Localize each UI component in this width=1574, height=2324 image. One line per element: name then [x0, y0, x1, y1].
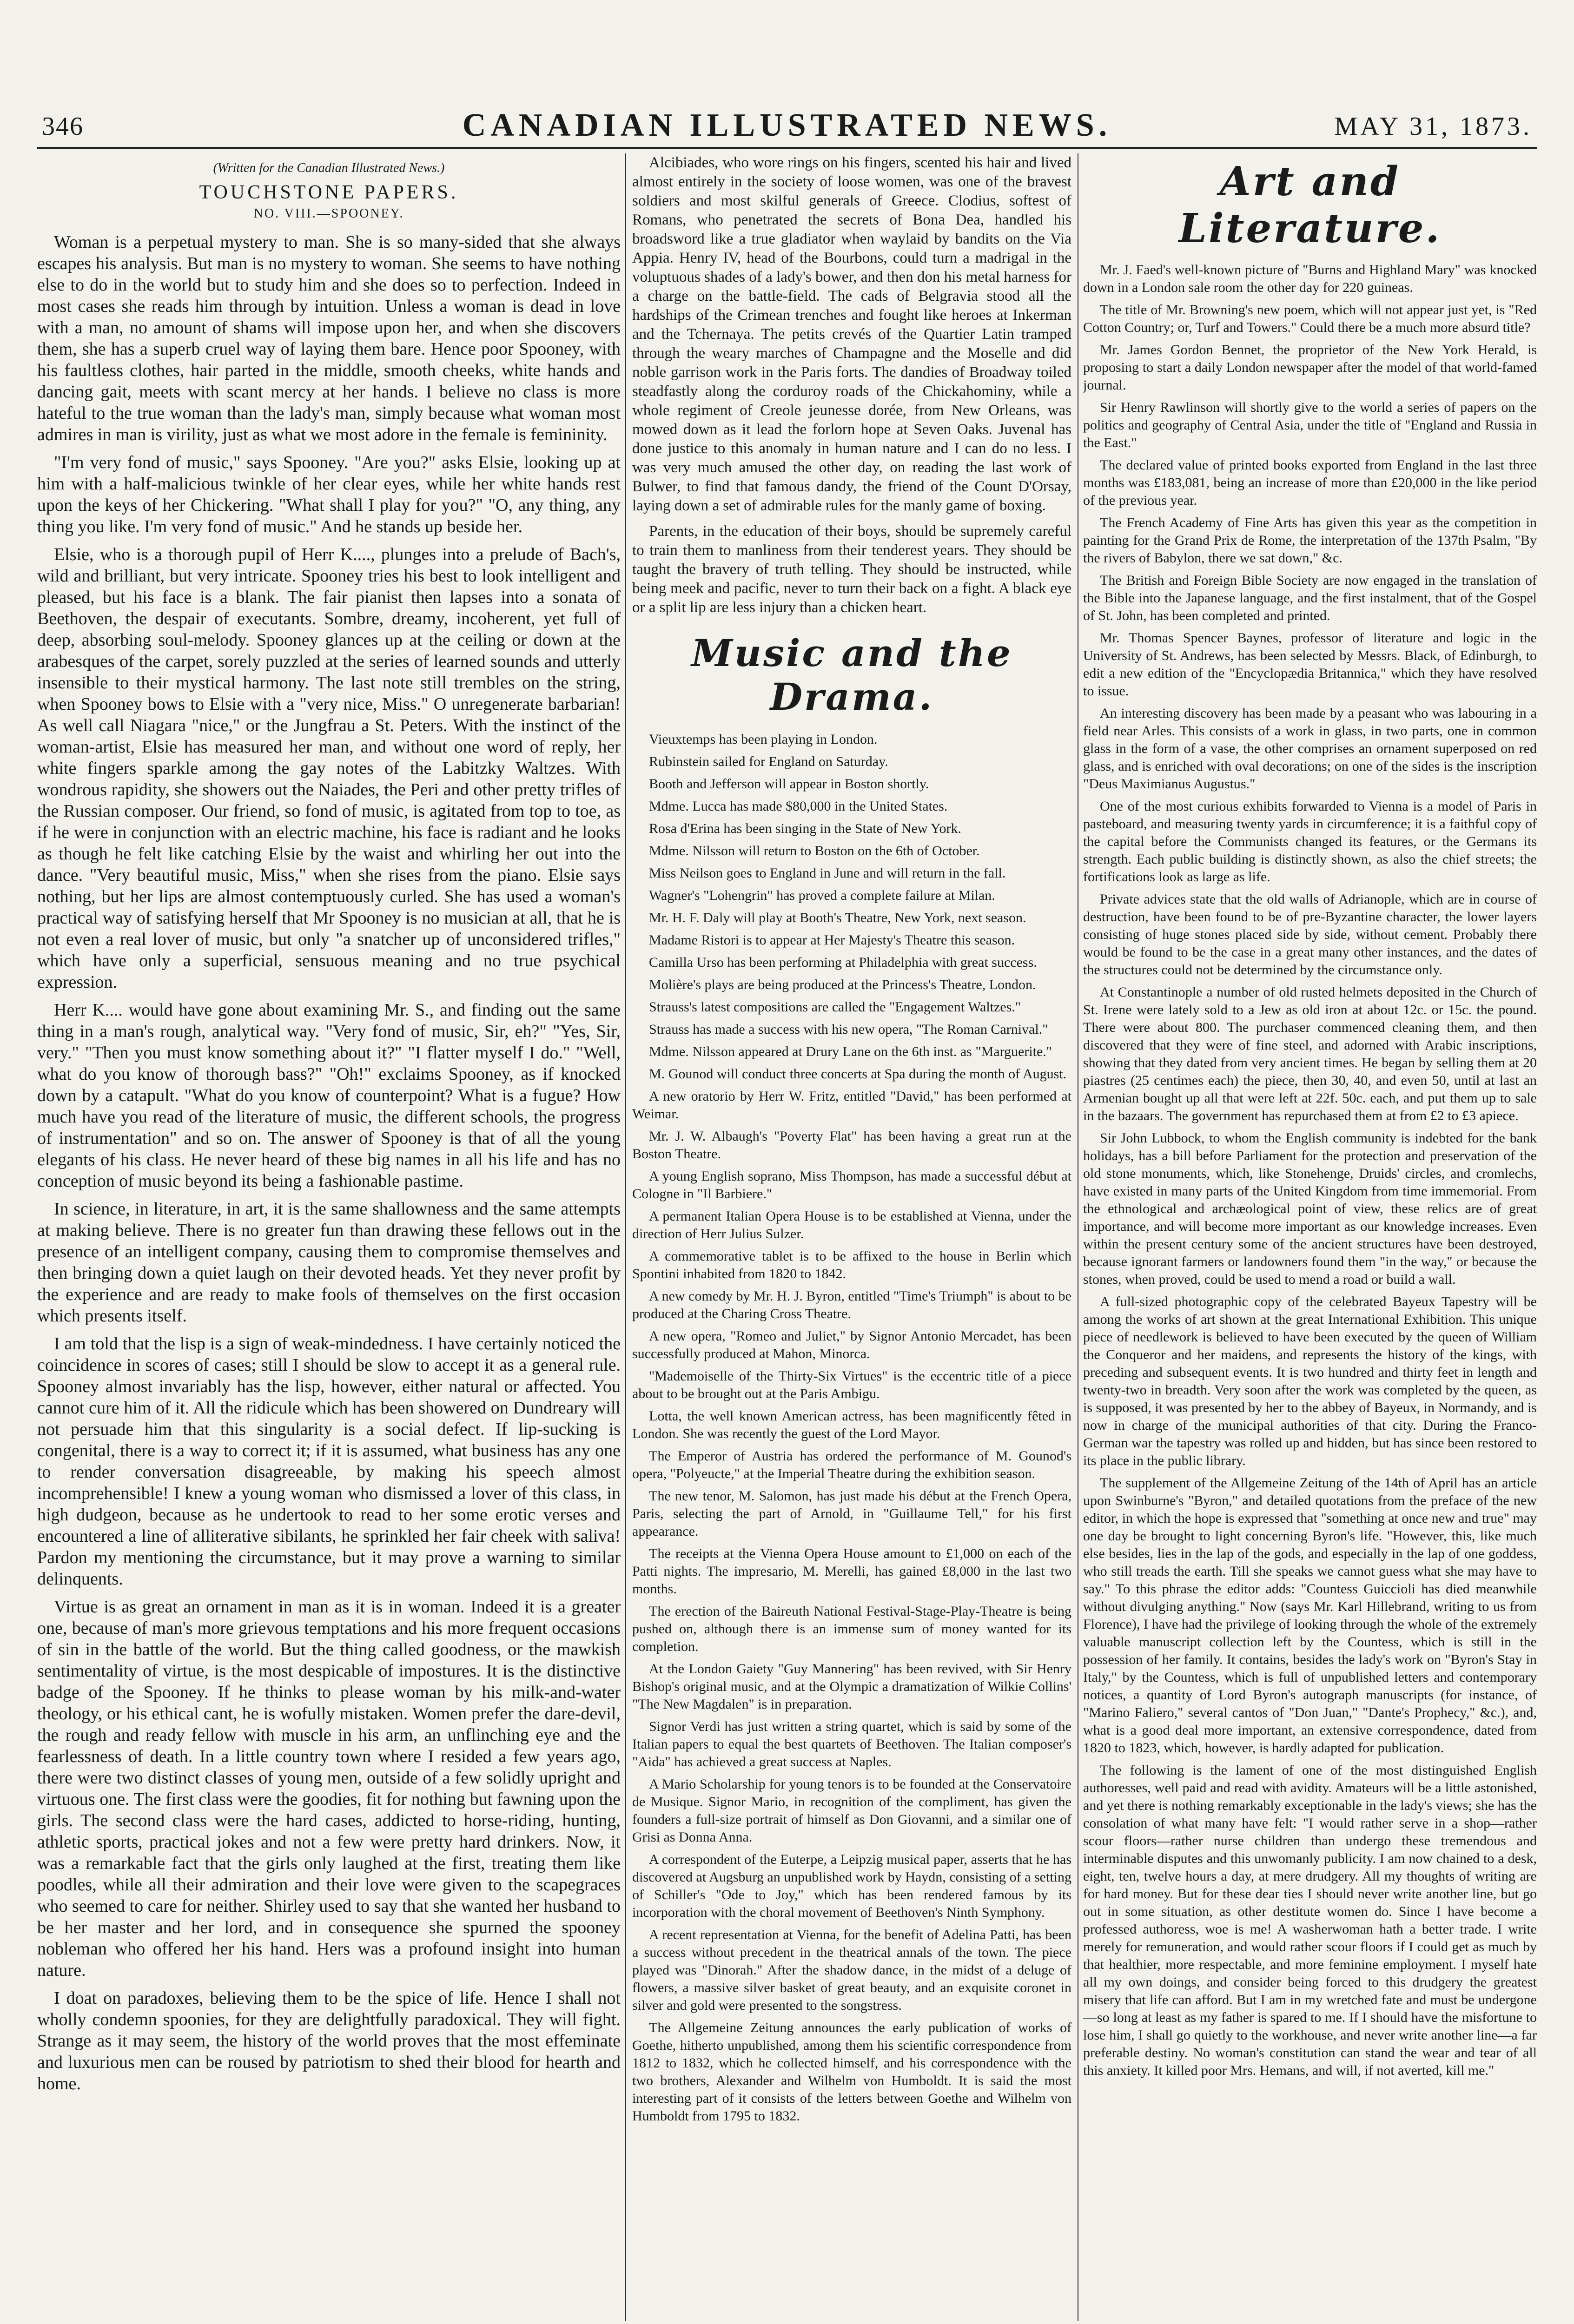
- news-item: Madame Ristori is to appear at Her Majesty's Theatre this season.: [649, 932, 1015, 948]
- news-item: Mdme. Lucca has made $80,000 in the United States.: [649, 799, 948, 814]
- article-credit: (Written for the Canadian Illustrated News.): [213, 161, 445, 175]
- column-2: [632, 153, 1071, 2321]
- news-item: Rubinstein sailed for England on Saturday.: [649, 754, 888, 769]
- news-item: Miss Neilson goes to England in June and will return in the fall.: [649, 865, 1006, 881]
- news-item: One of the most curious exhibits forwarded to Vienna is a model of Paris in pasteboard, and measuring twenty yards in circumference; it is a faithful copy of the capital before the Communists changed its features, or the Germans its strength. Each public building is distinctly shown, as also the chief streets; the fortifications look as large as life.: [1083, 799, 1537, 885]
- paragraph: Parents, in the education of their boys, should be supremely careful to train them to manliness from their tenderest years. They should be taught the bravery of truth telling. They should be instructed, while being meek and pacific, never to turn their back on a fight. A black eye or a split lip are less injury than a chicken heart.: [632, 523, 1071, 616]
- news-item: A new comedy by Mr. H. J. Byron, entitled "Time's Triumph" is about to be produced at the Charing Cross Theatre.: [632, 1288, 1071, 1321]
- news-item: M. Gounod will conduct three concerts at Spa during the month of August.: [649, 1066, 1067, 1082]
- news-item: A new opera, "Romeo and Juliet," by Signor Antonio Mercadet, has been successfully produced at Mahon, Minorca.: [632, 1328, 1071, 1361]
- news-item: Mr. H. F. Daly will play at Booth's Theatre, New York, next season.: [649, 910, 1026, 925]
- paragraph: In science, in literature, in art, it is the same shallowness and the same attempts at making believe. There is no greater fun than drawing these fellows out in the presence of an intelligent company, causing them to compromise themselves and then bringing down a quiet laugh on their devoted heads. Yet they never profit by the experience and are ready to make fools of themselves on the first occasion which presents itself.: [37, 1199, 621, 1326]
- news-item: Vieuxtemps has been playing in London.: [649, 732, 878, 747]
- news-item: The British and Foreign Bible Society are now engaged in the translation of the Bible into the Japanese language, and the first instalment, that of the Gospel of St. John, has been completed and printed.: [1083, 573, 1537, 623]
- news-item: A new oratorio by Herr W. Fritz, entitled "David," has been performed at Weimar.: [632, 1089, 1071, 1122]
- news-item: Lotta, the well known American actress, has been magnificently fêted in London. She was recently the guest of the Lord Mayor.: [632, 1408, 1071, 1441]
- news-item: The supplement of the Allgemeine Zeitung of the 14th of April has an article upon Swinburne's "Byron," and detailed quotations from the preface of the new editor, in which the hope is expressed that "something at once new and true" may one day be brought to light concerning Byron's life. "However, this, like much else besides, lies in the lap of the gods, and especially in the lap of one goddess, who still treads the earth. Till she speaks we cannot guess what she may have to say." To this phrase the editor adds: "Countess Guiccioli has died meanwhile without divulging anything." Now (says Mr. Karl Hillebrand, writing to us from Florence), I have had the privilege of looking through the whole of the extremely valuable manuscript collection left by the Countess, which is still in the possession of her family. It contains, besides the lady's work on "Byron's Stay in Italy," by the Countess, which is full of unpublished letters and contemporary notices, a quantity of Lord Byron's autograph manuscripts (for instance, of "Marino Faliero," several cantos of "Don Juan," "Dante's Prophecy," &c.), and, what is a good deal more important, an extensive correspondence, dated from 1820 to 1823, which, however, is hardly adapted for publication.: [1083, 1475, 1537, 1756]
- news-item: A full-sized photographic copy of the celebrated Bayeux Tapestry will be among the works of art shown at the great International Exhibition. This unique piece of needlework is believed to have been executed by the queen of William the Conqueror and her maidens, and represents the history of the kings, with preceding and subsequent events. It is two hundred and thirty feet in length and twenty-two in breadth. Very soon after the work was completed by the queen, as is supposed, it was presented by her to the abbey of Bayeux, in Normandy, and is now in charge of the municipal authorities of that city. During the Franco-German war the tapestry was rolled up and hidden, but has since been restored to its place in the public library.: [1083, 1294, 1537, 1468]
- page-header: [37, 93, 1537, 144]
- news-item: The receipts at the Vienna Opera House amount to £1,000 on each of the Patti nights. The impresario, M. Merelli, has gained £8,000 in the last two months.: [632, 1546, 1071, 1597]
- music-notes: [632, 731, 1071, 2125]
- news-item: At Constantinople a number of old rusted helmets deposited in the Church of St. Irene were lately sold to a Jew as old iron at about 12c. or 15c. the pound. There were about 800. The purchaser commenced cleaning them, and then discovered that they were of fine steel, and adorned with Arabic inscriptions, showing that they dated from very ancient times. He began by selling them at 20 piastres (25 centimes each) the piece, then 30, 40, and even 50, until at last an Armenian bought up all that were left at 22f. 50c. each, and put them up to sale in the bazaars. The government has repurchased them at from £2 to £3 apiece.: [1083, 984, 1537, 1123]
- news-item: A commemorative tablet is to be affixed to the house in Berlin which Spontini inhabited from 1820 to 1842.: [632, 1248, 1071, 1281]
- news-item: Strauss's latest compositions are called the "Engagement Waltzes.": [649, 999, 1021, 1015]
- section-heading-music: Music and the Drama.: [691, 631, 1012, 719]
- news-item: Sir John Lubbock, to whom the English community is indebted for the bank holidays, has a bill before Parliament for the protection and preservation of the old stone monuments, which, like Stonehenge, Druids' circles, and cromlechs, have existed in many parts of the United Kingdom from time immemorial. From the ethnological and archæological point of view, these relics are of great importance, and will become more important as our knowledge increases. Even within the present century some of the ancient structures have been destroyed, because ignorant farmers or landowners found them "in the way," or because the stones, when proved, could be used to mend a road or build a wall.: [1083, 1130, 1537, 1287]
- paragraph: Elsie, who is a thorough pupil of Herr K...., plunges into a prelude of Bach's, wild and brilliant, but very intricate. Spooney tries his best to look intelligent and pleased, but his face is a blank. The fair pianist then lapses into a sonata of Beethoven, the despair of executants. Sombre, dreamy, incoherent, yet full of deep, absorbing soul-melody. Spooney glances up at the ceiling or down at the arabesques of the carpet, sorely puzzled at the series of learned sounds and utterly insensible to their mystical harmony. The last note still trembles on the string, when Spooney bows to Elsie with a "very nice, Miss." O unregenerate barbarian! As well call Niagara "nice," or the Jungfrau a St. Peters. With the instinct of the woman-artist, Elsie has measured her man, and without one word of reply, her white fingers sparkle among the gay notes of the Labitzky Waltzes. With wondrous rapidity, she showers out the Naiades, the Peri and other pretty trifles of the Russian composer. Our friend, so fond of music, is agitated from top to toe, as if he were in conjunction with an electric machine, his face is radiant and he looks as though he felt like catching Elsie by the waist and whirling her out into the dance. "Very beautiful music, Miss," when she rises from the piano. Elsie says nothing, but her lips are almost contemptuously curled. She has used a woman's practical way of satisfying herself that Mr Spooney is no musician at all, that he is not even a real lover of music, but only "a snatcher up of unconsidered trifles," which have only a superficial, sensuous meaning and no true psychical expression.: [37, 545, 621, 992]
- page-number: 346: [42, 112, 84, 141]
- news-item: Mdme. Nilsson will return to Boston on the 6th of October.: [649, 843, 980, 858]
- article-title: TOUCHSTONE PAPERS.: [199, 182, 459, 203]
- news-item: Mr. James Gordon Bennet, the proprietor of the New York Herald, is proposing to start a daily London newspaper after the model of that world-famed journal.: [1083, 342, 1537, 393]
- news-item: A Mario Scholarship for young tenors is to be founded at the Conservatoire de Musique. Signor Mario, in recognition of the compliment, has given the founders a full-size portrait of himself as Don Giovanni, and a similar one of Grisi as Donna Anna.: [632, 1776, 1071, 1845]
- section-heading-art: Art and Literature.: [1178, 158, 1442, 252]
- news-item: A young English soprano, Miss Thompson, has made a successful début at Cologne in "Il Barbiere.": [632, 1169, 1071, 1202]
- header-rule: [37, 147, 1537, 149]
- news-item: The Emperor of Austria has ordered the performance of M. Gounod's opera, "Polyeucte," at the Imperial Theatre during the exhibition season.: [632, 1448, 1071, 1481]
- paragraph: Woman is a perpetual mystery to man. She is so many-sided that she always escapes his analysis. But man is no mystery to woman. She seems to have nothing else to do in the world but to study him and she does so to perfection. Indeed in most cases she reads him through by intuition. Unless a woman is dead in love with a man, no amount of shams will impose upon her, and when she discovers them, she has a superb cruel way of laying them bare. Hence poor Spooney, with his faultless clothes, hair parted in the middle, smooth cheeks, white hands and dancing gait, meets with scant mercy at her hands. I believe no class is more hateful to the true woman than the lady's man, simply because what woman most admires in man is virility, just as what we most adore in the female is femininity.: [37, 232, 621, 444]
- news-item: Camilla Urso has been performing at Philadelphia with great success.: [649, 955, 1037, 970]
- news-item: Mr. J. W. Albaugh's "Poverty Flat" has been having a great run at the Boston Theatre.: [632, 1129, 1071, 1162]
- news-item: Booth and Jefferson will appear in Boston shortly.: [649, 776, 929, 792]
- paragraph: I am told that the lisp is a sign of weak-mindedness. I have certainly noticed the coincidence in scores of cases; still I should be slow to accept it as a general rule. Spooney almost invariably has the lisp, however, either natural or affected. You cannot cure him of it. All the ridicule which has been showered on Dundreary will not persuade him that this singularity is a social defect. If lip-sucking is congenital, there is a way to correct it; if it is assumed, what business has any one to render conversation disagreeable, by making his speech almost incomprehensible! I knew a young woman who dismissed a lover of this class, in high dudgeon, because as he undertook to read to her some erotic verses and encountered a line of alliterative sibilants, he sprinkled her fair cheek with saliva! Pardon my mentioning the circumstance, but it may prove a warning to similar delinquents.: [37, 1334, 621, 1589]
- issue-date: MAY 31, 1873.: [1334, 112, 1532, 141]
- news-item: An interesting discovery has been made by a peasant who was labouring in a field near Arles. This consists of a work in glass, in two parts, one in common glass in the form of a vase, the other comprises an ornament superposed on red glass, and is enriched with oval decorations; on one of the sides is the inscription "Deus Maximianus Augustus.": [1083, 706, 1537, 792]
- art-notes: [1083, 261, 1537, 2080]
- news-item: The Allgemeine Zeitung announces the early publication of works of Goethe, hitherto unpublished, among them his scientific correspondence from 1812 to 1832, which he collected himself, and his correspondence with the two brothers, Alexander and Wilhelm von Humboldt. It is said the most interesting part of it consists of the letters between Goethe and Wilhelm von Humboldt from 1795 to 1832.: [632, 2020, 1071, 2124]
- news-item: Molière's plays are being produced at the Princess's Theatre, London.: [649, 977, 1036, 992]
- news-item: Mr. Thomas Spencer Baynes, professor of literature and logic in the University of St. Andrews, has been selected by Messrs. Black, of Edinburgh, to edit a new edition of the "Encyclopædia Britannica," which they have resolved to issue.: [1083, 630, 1537, 699]
- column-3: [1083, 153, 1537, 2321]
- news-item: Rosa d'Erina has been singing in the State of New York.: [649, 821, 961, 836]
- news-item: The title of Mr. Browning's new poem, which will not appear just yet, is "Red Cotton Country; or, Turf and Towers." Could there be a much more absurd title?: [1083, 302, 1537, 335]
- masthead: CANADIAN ILLUSTRATED NEWS.: [462, 107, 1112, 143]
- news-item: The French Academy of Fine Arts has given this year as the competition in painting for the Grand Prix de Rome, the interpretation of the 137th Psalm, "By the rivers of Babylon, there we sat down," &c.: [1083, 515, 1537, 566]
- news-item: Strauss has made a success with his new opera, "The Roman Carnival.": [649, 1022, 1048, 1037]
- news-item: The following is the lament of one of the most distinguished English authoresses, well paid and read with avidity. Amateurs will be a little astonished, and yet there is nothing remarkably exceptionable in the lady's views; she has the consolation of what many have felt: "I would rather serve in a shop—rather scour floors—rather nurse children than undergo these tremendous and interminable disputes and this unwomanly publicity. I am now chained to a desk, eight, ten, twelve hours a day, at mere drudgery. All my thoughts of writing are for hard money. But for these dear ties I should never write another line, but go out in some situation, as other destitute women do. Since I have become a professed authoress, woe is me! A washerwoman hath a better trade. I write merely for remuneration, and would rather scour floors if I could get as much by that healthier, more respectable, and more feminine employment. I myself hate all my own doings, and consider being forced to this drudgery the greatest misery that life can afford. But I am in my wretched fate and must be undergone—so long at least as my father is spared to me. If I should have the misfortune to lose him, I shall go quietly to the workhouse, and never write another line—a far preferable destiny. No woman's constitution can stand the wear and tear of all this anxiety. It killed poor Mrs. Hemans, and will, if not averted, kill me.": [1083, 1763, 1537, 2078]
- news-item: The erection of the Baireuth National Festival-Stage-Play-Theatre is being pushed on, although there is an immense sum of money wanted for its completion.: [632, 1604, 1071, 1654]
- news-item: At the London Gaiety "Guy Mannering" has been revived, with Sir Henry Bishop's original music, and at the Olympic a dramatization of Wilkie Collins' "The New Magdalen" is in preparation.: [632, 1661, 1071, 1712]
- paragraph: "I'm very fond of music," says Spooney. "Are you?" asks Elsie, looking up at him with a half-malicious twinkle of her clear eyes, while her white hands rest upon the keys of her Chickering. "What shall I play for you?" "O, any thing, any thing you like. I'm very fond of music." And he stands up beside her.: [37, 453, 621, 536]
- column-divider: [625, 153, 626, 2321]
- news-item: "Mademoiselle of the Thirty-Six Virtues" is the eccentric title of a piece about to be brought out at the Paris Ambigu.: [632, 1368, 1071, 1401]
- news-item: The new tenor, M. Salomon, has just made his début at the French Opera, Paris, selecting the part of Arnold, in "Guillaume Tell," for his first appearance.: [632, 1488, 1071, 1539]
- news-item: Mdme. Nilsson appeared at Drury Lane on the 6th inst. as "Marguerite.": [649, 1044, 1052, 1059]
- news-item: Signor Verdi has just written a string quartet, which is said by some of the Italian papers to equal the best quartets of Beethoven. The Italian composer's "Aida" has achieved a great success at Naples.: [632, 1719, 1071, 1769]
- paragraph: Alcibiades, who wore rings on his fingers, scented his hair and lived almost entirely in the society of loose women, was one of the bravest soldiers and most skilful generals of Greece. Clodius, softest of Romans, who penetrated the secrets of Bona Dea, handled his broadsword like a true gladiator when waylaid by bandits on the Via Appia. Henry IV, head of the Bourbons, could turn a madrigal in the voluptuous shades of a lady's bower, and then don his metal harness for a charge on the battle-field. The cads of Belgravia stood all the hardships of the Crimean trenches and fought like heroes at Inkerman and the Tchernaya. The petits crevés of the Quartier Latin tramped through the weary marches of Champagne and the Moselle and did noble garrison work in the Paris forts. The dandies of Broadway toiled steadfastly along the corduroy roads of the Chickahominy, while a whole regiment of Creole jeunesse dorée, from New Orleans, was mowed down as it lead the forlorn hope at Seven Oaks. Juvenal has done justice to this anomaly in human nature and I can do no less. I was very much amused the other day, on reading the last work of Bulwer, to find that famous dandy, the friend of the Count D'Orsay, laying down a set of admirable rules for the manly game of boxing.: [632, 154, 1071, 514]
- news-item: Private advices state that the old walls of Adrianople, which are in course of destruction, have been found to be of pre-Byzantine character, the lower layers consisting of huge stones placed side by side, without cement. Probably there would be found to be the case in a great many other instances, and the dates of the structures could not be determined by the circumstance only.: [1083, 891, 1537, 977]
- news-item: A correspondent of the Euterpe, a Leipzig musical paper, asserts that he has discovered at Augsburg an unpublished work by Haydn, consisting of a setting of Schiller's "Ode to Joy," which has been rendered famous by its incorporation with the choral movement of Beethoven's Ninth Symphony.: [632, 1852, 1071, 1920]
- paragraph: Virtue is as great an ornament in man as it is in woman. Indeed it is a greater one, because of man's more grievous temptations and his more frequent occasions of sin in the battle of the world. But the thing called goodness, or the mawkish sentimentality of virtue, is the most despicable of impostures. It is the distinctive badge of the Spooney. If he thinks to please woman by his milk-and-water theology, or his ethical cant, he is wofully mistaken. Women prefer the dare-devil, the rough and ready fellow with muscle in his arm, an unflinching eye and the fearlessness of death. In a little country town where I resided a few years ago, there were two distinct classes of young men, outside of a few solidly upright and virtuous one. The first class were the goodies, fit for nothing but fawning upon the girls. The second class were the hard cases, addicted to horse-riding, hunting, athletic sports, practical jokes and not a few were pretty hard drinkers. Now, it was a remarkable fact that the girls only laughed at the first, treating them like poodles, while all their admiration and their love were given to the scapegraces who seemed to care for neither. Shirley used to say that she wanted her husband to be her master and her lord, and in consequence she spurned the spooney nobleman who offered her his hand. Hers was a profound insight into human nature.: [37, 1597, 621, 1980]
- paragraph: I doat on paradoxes, believing them to be the spice of life. Hence I shall not wholly condemn spoonies, for they are delightfully paradoxical. They will fight. Strange as it may seem, the history of the world proves that the most effeminate and luxurious men can be roused by patriotism to shed their blood for hearth and home.: [37, 1988, 621, 2093]
- news-item: Mr. J. Faed's well-known picture of "Burns and Highland Mary" was knocked down in a London sale room the other day for 220 guineas.: [1083, 262, 1537, 295]
- news-item: A recent representation at Vienna, for the benefit of Adelina Patti, has been a success without precedent in the theatrical annals of the town. The piece played was "Dinorah." After the shadow dance, in the midst of a deluge of flowers, a massive silver basket of great beauty, and an exquisite coronet in silver and gold were presented to the songstress.: [632, 1927, 1071, 2013]
- column-1: [37, 153, 621, 2321]
- news-item: A permanent Italian Opera House is to be established at Vienna, under the direction of Herr Julius Sulzer.: [632, 1208, 1071, 1241]
- paragraph: Herr K.... would have gone about examining Mr. S., and finding out the same thing in a man's rough, analytical way. "Very fond of music, Sir, eh?" "Yes, Sir, very." "Then you must know something about it?" "I flatter myself I do." "Well, what do you know of thorough bass?" "Oh!" exclaims Spooney, as if knocked down by a catapult. "What do you know of counterpoint? What is a fugue? How much have you read of the literature of music, the different schools, the progress of instrumentation" and so on. The answer of Spooney is that of all the young elegants of his class. He never heard of these big names in all his life and has no conception of music beyond its being a fashionable pastime.: [37, 1000, 621, 1191]
- news-item: Sir Henry Rawlinson will shortly give to the world a series of papers on the politics and geography of Central Asia, under the title of "England and Russia in the East.": [1083, 400, 1537, 450]
- article-subtitle: NO. VIII.—SPOONEY.: [253, 206, 404, 221]
- news-item: Wagner's "Lohengrin" has proved a complete failure at Milan.: [649, 888, 995, 903]
- news-item: The declared value of printed books exported from England in the last three months was £183,081, being an increase of more than £20,000 in the like period of the previous year.: [1083, 457, 1537, 508]
